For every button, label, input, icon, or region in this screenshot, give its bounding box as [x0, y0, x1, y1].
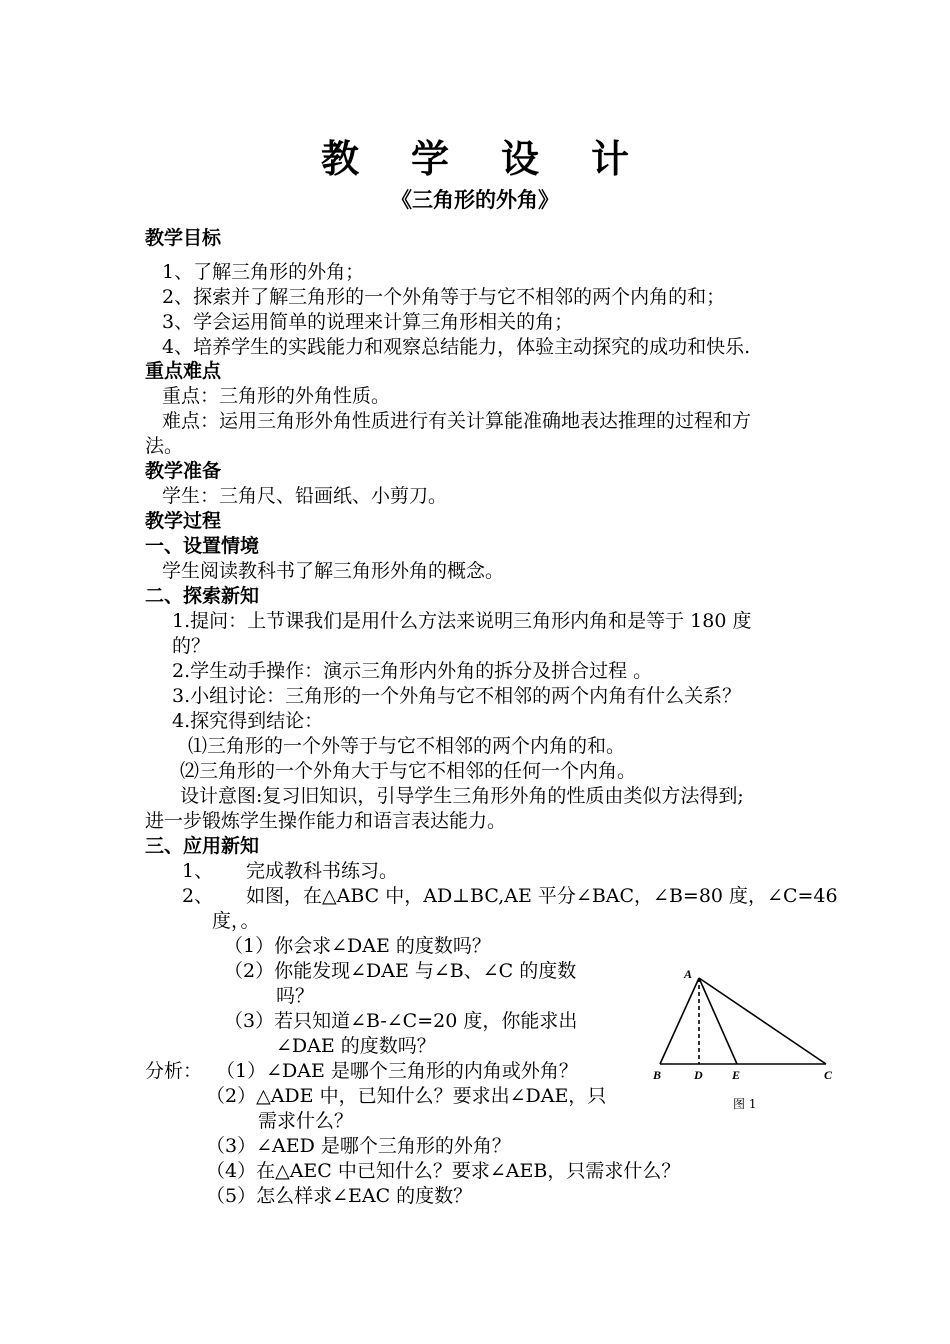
part2-item2: 2.学生动手操作：演示三角形内外角的拆分及拼合过程 。 [172, 660, 653, 682]
figure-caption: 图 1 [733, 1097, 757, 1111]
difficult-point-line-1: 难点：运用三角形外角性质进行有关计算能准确地表达推理的过程和方 [162, 410, 752, 432]
question-2-line-1: （2）你能发现∠DAE 与∠B、∠C 的度数 [224, 960, 577, 982]
label-a: A [684, 967, 693, 981]
question-2-line-2: 吗？ [276, 985, 315, 1007]
side-ab [660, 978, 699, 1064]
analysis-2-line-2: 需求什么？ [258, 1110, 354, 1132]
goals-heading: 教学目标 [145, 227, 222, 249]
part2-item3: 3.小组讨论：三角形的一个外角与它不相邻的两个内角有什么关系？ [172, 685, 742, 707]
exercise-1-number: 1、 [182, 860, 214, 882]
part1-text: 学生阅读教科书了解三角形外角的概念。 [162, 560, 505, 582]
question-1: （1）你会求∠DAE 的度数吗？ [224, 935, 491, 957]
preparation-heading: 教学准备 [145, 460, 222, 482]
goal-item-2: 2、探索并了解三角形的一个外角等于与它不相邻的两个内角的和； [162, 286, 726, 308]
goal-item-1: 1、了解三角形的外角； [162, 261, 365, 283]
part2-item4: 4.探究得到结论： [172, 710, 324, 732]
part3-heading: 三、应用新知 [145, 835, 260, 857]
analysis-2-line-1: （2）△ADE 中，已知什么？要求出∠DAE，只 [206, 1085, 607, 1107]
analysis-label: 分析： [145, 1060, 203, 1082]
part2-item1-line2: 的？ [172, 635, 211, 657]
question-3-line-2: ∠DAE 的度数吗？ [276, 1035, 436, 1057]
analysis-1: （1）∠DAE 是哪个三角形的内角或外角？ [216, 1060, 578, 1082]
analysis-5: （5）怎么样求∠EAC 的度数？ [206, 1185, 473, 1207]
key-point: 重点：三角形的外角性质。 [162, 385, 391, 407]
design-intent-line-1: 设计意图:复习旧知识，引导学生三角形外角的性质由类似方法得到; [180, 785, 744, 807]
analysis-4: （4）在△AEC 中已知什么？要求∠AEB，只需求什么？ [206, 1160, 681, 1182]
design-intent-line-2: 进一步锻炼学生操作能力和语言表达能力。 [145, 810, 507, 832]
triangle-figure [648, 962, 848, 1112]
preparation-students: 学生：三角尺、铅画纸、小剪刀。 [162, 485, 448, 507]
key-points-heading: 重点难点 [145, 360, 222, 382]
exercise-2-text-line-2: 度，。 [212, 910, 260, 932]
analysis-3: （3）∠AED 是哪个三角形的外角？ [206, 1135, 511, 1157]
part2-heading: 二、探索新知 [145, 585, 260, 607]
conclusion-1: ⑴三角形的一个外等于与它不相邻的两个内角的和。 [188, 735, 626, 757]
conclusion-2: ⑵三角形的一个外角大于与它不相邻的任何一个内角。 [180, 760, 637, 782]
label-d: D [694, 1068, 703, 1082]
page-title: 教学设计 [320, 137, 681, 181]
exercise-1-text: 完成教科书练习。 [246, 860, 399, 882]
goal-item-4: 4、培养学生的实践能力和观察总结能力，体验主动探究的成功和快乐. [162, 336, 751, 358]
part1-heading: 一、设置情境 [145, 535, 260, 557]
difficult-point-line-2: 法。 [145, 435, 184, 457]
process-heading: 教学过程 [145, 510, 222, 532]
exercise-2-text-line-1: 如图，在△ABC 中，AD⊥BC,AE 平分∠BAC，∠B=80 度，∠C=46 [246, 885, 838, 907]
label-b: B [653, 1068, 662, 1082]
part2-item1-line1: 1.提问：上节课我们是用什么方法来说明三角形内角和是等于 180 度 [172, 610, 752, 632]
question-3-line-1: （3）若只知道∠B-∠C=20 度，你能求出 [224, 1010, 578, 1032]
label-e: E [732, 1068, 741, 1082]
page-subtitle: 《三角形的外角》 [391, 188, 559, 212]
label-c: C [824, 1068, 833, 1082]
exercise-2-number: 2、 [182, 885, 214, 907]
goal-item-3: 3、学会运用简单的说理来计算三角形相关的角； [162, 311, 574, 333]
